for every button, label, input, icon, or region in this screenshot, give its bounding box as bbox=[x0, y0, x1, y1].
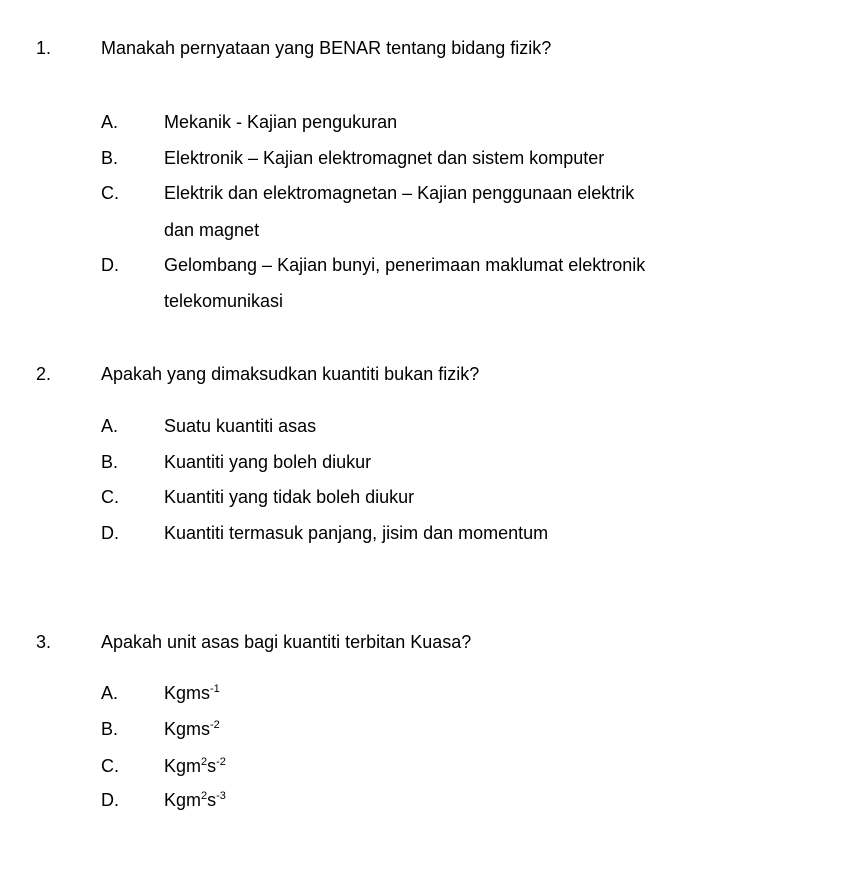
option-letter: D. bbox=[101, 790, 119, 810]
unit-base: Kgm bbox=[164, 756, 202, 776]
option-unit bbox=[164, 790, 226, 811]
option-text-continued: telekomunikasi bbox=[164, 291, 284, 311]
option-unit bbox=[164, 756, 226, 777]
option-letter: A. bbox=[101, 683, 119, 703]
unit-exponent: 2 bbox=[201, 790, 208, 802]
option-letter: C. bbox=[101, 756, 119, 776]
question-text: Manakah pernyataan yang BENAR tentang bidang fizik? bbox=[101, 38, 552, 58]
question-number: 3. bbox=[36, 632, 52, 652]
option-text: Mekanik - Kajian pengukuran bbox=[164, 112, 398, 132]
option-text: Elektronik – Kajian elektromagnet dan sistem komputer bbox=[164, 148, 605, 168]
option-unit bbox=[164, 683, 220, 704]
unit-exponent: -1 bbox=[210, 683, 220, 695]
option-letter: C. bbox=[101, 487, 119, 507]
unit-mid: s bbox=[207, 790, 217, 810]
option-letter: D. bbox=[101, 255, 119, 275]
question-number: 1. bbox=[36, 38, 52, 58]
unit-exponent: -3 bbox=[216, 790, 226, 802]
option-letter: B. bbox=[101, 452, 119, 472]
unit-exponent: -2 bbox=[210, 719, 220, 731]
option-letter: B. bbox=[101, 719, 119, 739]
question-text: Apakah unit asas bagi kuantiti terbitan Kuasa? bbox=[101, 632, 472, 652]
unit-base: Kgms bbox=[164, 719, 211, 739]
option-letter: A. bbox=[101, 112, 119, 132]
question-number: 2. bbox=[36, 364, 52, 384]
option-letter: B. bbox=[101, 148, 119, 168]
option-unit bbox=[164, 719, 220, 740]
option-text: Kuantiti yang boleh diukur bbox=[164, 452, 372, 472]
option-text: Kuantiti termasuk panjang, jisim dan momentum bbox=[164, 523, 549, 543]
unit-exponent: 2 bbox=[201, 756, 208, 768]
unit-base: Kgm bbox=[164, 790, 202, 810]
option-letter: D. bbox=[101, 523, 119, 543]
question-text: Apakah yang dimaksudkan kuantiti bukan fizik? bbox=[101, 364, 480, 384]
option-text: Gelombang – Kajian bunyi, penerimaan maklumat elektronik bbox=[164, 255, 646, 275]
option-text-continued: dan magnet bbox=[164, 220, 260, 240]
option-text: Elektrik dan elektromagnetan – Kajian penggunaan elektrik bbox=[164, 183, 635, 203]
option-text: Suatu kuantiti asas bbox=[164, 416, 317, 436]
unit-mid: s bbox=[207, 756, 217, 776]
option-letter: A. bbox=[101, 416, 119, 436]
option-text: Kuantiti yang tidak boleh diukur bbox=[164, 487, 415, 507]
unit-exponent: -2 bbox=[216, 756, 226, 768]
option-letter: C. bbox=[101, 183, 119, 203]
unit-base: Kgms bbox=[164, 683, 211, 703]
